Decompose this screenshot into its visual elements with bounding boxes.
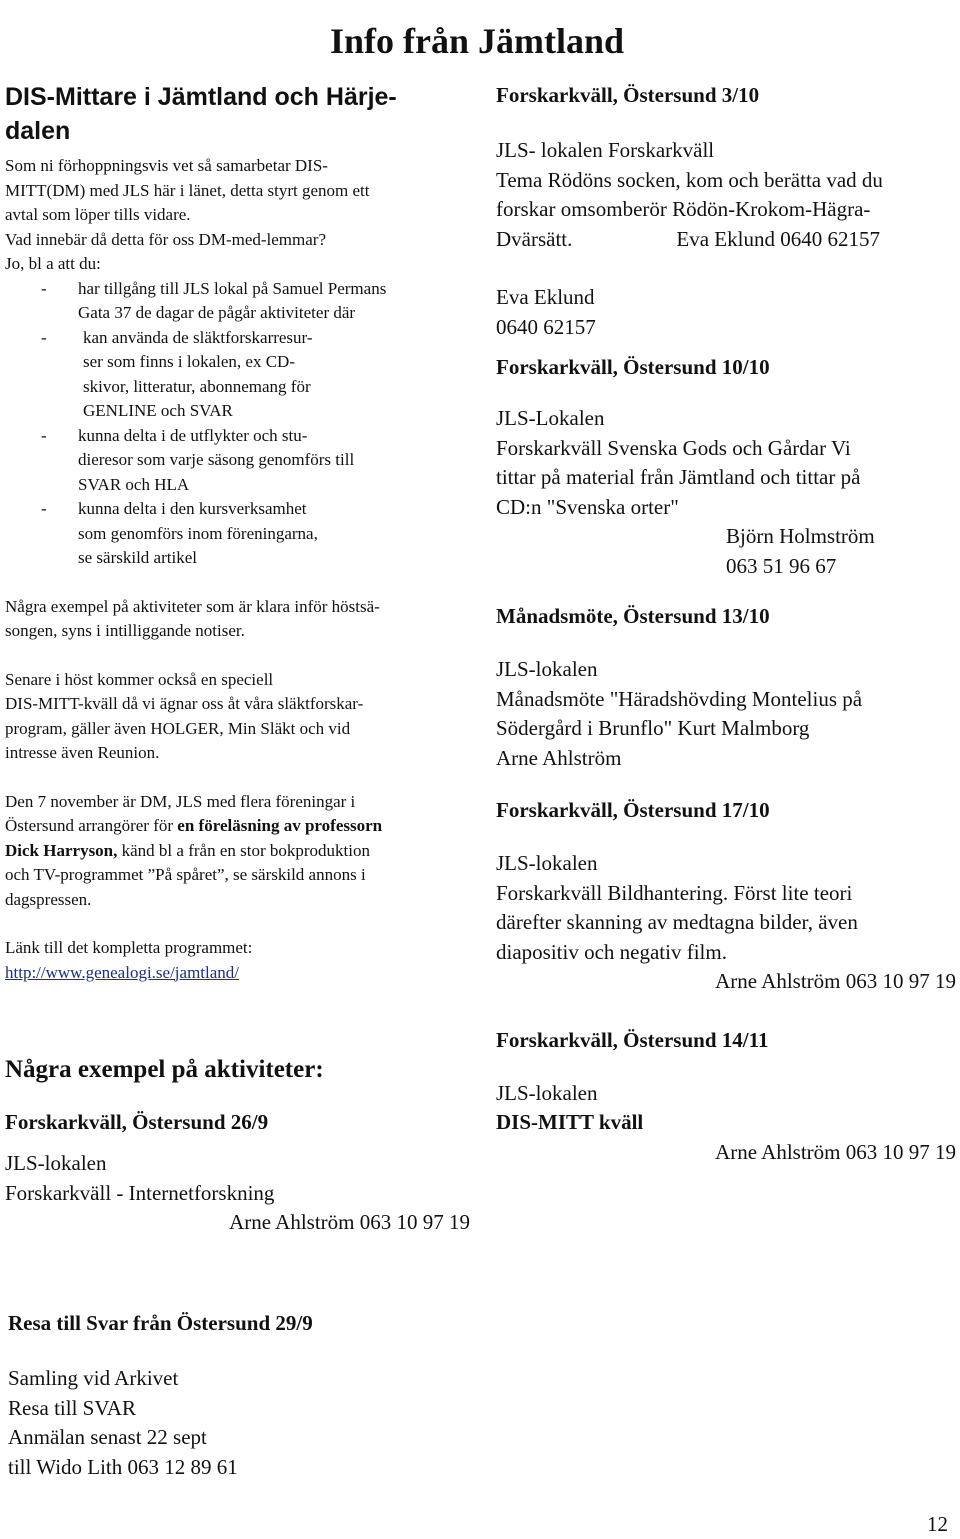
list-item: - har tillgång till JLS lokal på Samuel Permans Gata 37 de dagar de pågår aktiviteter där [41, 278, 387, 322]
event-title: Forskarkväll, Östersund 10/10 [496, 355, 770, 379]
link-label: Länk till det kompletta programmet: [5, 938, 253, 957]
event-contact: Arne Ahlström 063 10 97 19 [229, 1210, 470, 1234]
list-item: - kan använda de släktforskarresur- ser som finns i lokalen, ex CD- skivor, litteratur, abonnemang för GENLINE och SVAR [41, 327, 313, 420]
event-10-10: Forskarkväll, Östersund 10/10 JLS-Lokalen Forskarkväll Svenska Gods och Gårdar Vi tittar på material från Jämtland och tittar på CD:n "Svenska orter" Björn Holmström 063 51 96 67 [496, 352, 956, 581]
examples-paragraph: Några exempel på aktiviteter som är klara inför höstsä- songen, syns i intilliggande notiser. [5, 596, 380, 640]
later-paragraph: Senare i höst kommer också en speciell DIS-MITT-kväll då vi ägnar oss åt våra släktforskar- program, gäller även HOLGER, Min Släkt och vid intresse även Reunion. [5, 669, 364, 762]
trip-title: Resa till Svar från Östersund 29/9 [8, 1311, 313, 1335]
article-heading: DIS-Mittare i Jämtland och Härje- dalen [5, 83, 397, 145]
event-title: Månadsmöte, Östersund 13/10 [496, 604, 770, 628]
program-link[interactable]: http://www.genealogi.se/jamtland/ [5, 962, 240, 982]
event-17-10: Forskarkväll, Östersund 17/10 JLS-lokalen Forskarkväll Bildhantering. Först lite teori därefter skanning av medtagna bilder, även diapositiv och negativ film. Arne Ahlström 063 10 97 19 [496, 795, 956, 997]
event-title: Forskarkväll, Östersund 26/9 [5, 1110, 269, 1134]
event-3-10: Forskarkväll, Östersund 3/10 JLS- lokalen Forskarkväll Tema Rödöns socken, kom och berätta vad du forskar omsomberör Rödön-Krokom-Hägra- Dvärsätt. Eva Eklund 0640 62157 Eva Eklund 0640 62157 [496, 80, 956, 342]
list-item: - kunna delta i de utflykter och stu- dieresor som varje säsong genomförs till SVAR och HLA [41, 425, 355, 494]
examples-heading: Några exempel på aktiviteter: [5, 1056, 324, 1083]
event-14-11: Forskarkväll, Östersund 14/11 JLS-lokalen DIS-MITT kväll Arne Ahlström 063 10 97 19 [496, 1025, 956, 1168]
right-column [496, 80, 956, 1167]
event-title: Forskarkväll, Östersund 14/11 [496, 1027, 769, 1052]
list-item: - kunna delta i den kursverksamhet som genomförs inom föreningarna, se särskild artikel [41, 499, 318, 567]
intro-paragraph: Som ni förhoppningsvis vet så samarbetar DIS- MITT(DM) med JLS här i länet, detta styrt genom ett avtal som löper tills vidare. Vad innebär då detta för oss DM-med-lemmar? Jo, bl a att du: [5, 156, 370, 273]
event-title: Forskarkväll, Östersund 3/10 [496, 83, 760, 107]
event-contact: Arne Ahlström 063 10 97 19 [715, 969, 956, 993]
event-contact: Arne Ahlström 063 10 97 19 [715, 1139, 956, 1164]
page-title: Info från Jämtland [330, 21, 625, 61]
trip-notice: Resa till Svar från Östersund 29/9 Samling vid Arkivet Resa till SVAR Anmälan senast 22 sept till Wido Lith 063 12 89 61 [8, 1308, 468, 1482]
lecture-paragraph: Den 7 november är DM, JLS med flera föreningar i Östersund arrangörer för en föreläsning av professorn Dick Harryson, känd bl a från en stor bokproduktion och TV-programmet ”På spåret”, se särskild annons i dagspressen. [5, 791, 383, 909]
benefits-list [5, 277, 470, 571]
left-column [5, 80, 470, 1238]
page-number: 12 [927, 1512, 948, 1536]
event-26-9: Forskarkväll, Östersund 26/9 JLS-lokalen Forskarkväll - Internetforskning Arne Ahlström 063 10 97 19 [5, 1107, 470, 1238]
event-title: Forskarkväll, Östersund 17/10 [496, 798, 770, 822]
event-13-10: Månadsmöte, Östersund 13/10 JLS-lokalen Månadsmöte "Häradshövding Montelius på Södergård i Brunflo" Kurt Malmborg Arne Ahlström [496, 601, 956, 773]
